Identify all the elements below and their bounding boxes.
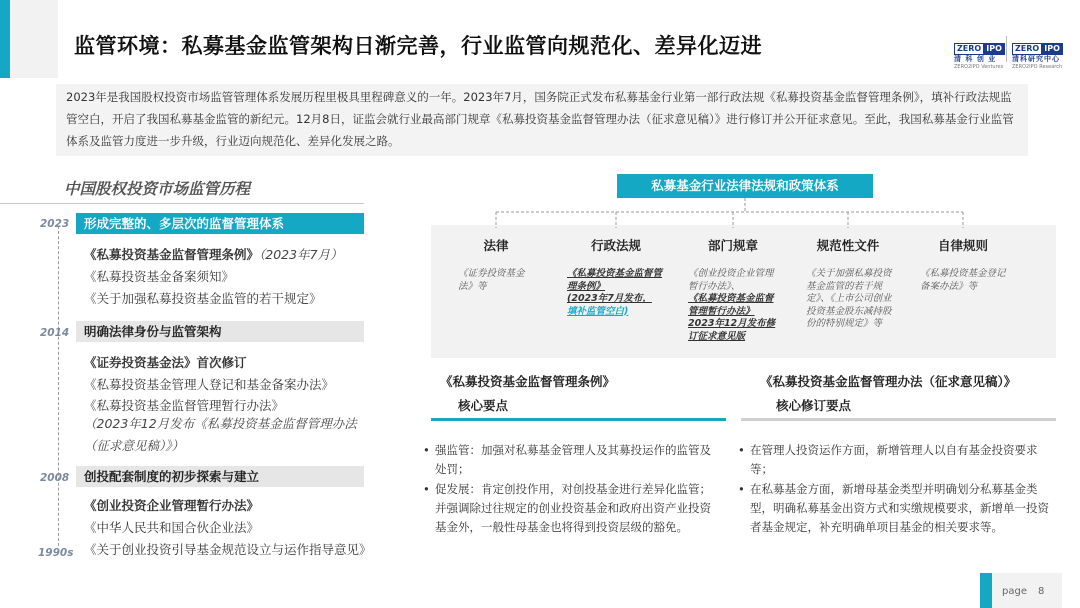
core-left-title: 《私募投资基金监督管理条例》	[440, 374, 616, 389]
stage-2008: 创投配套制度的初步探索与建立	[76, 466, 364, 487]
core-right-subtitle: 核心修订要点	[776, 398, 852, 413]
core-left-divider	[431, 418, 726, 421]
history-title: 中国股权投资市场监管历程	[64, 180, 251, 198]
bullet-item: • 在管理人投资运作方面，新增管理人以自有基金投资要求等；	[738, 443, 1038, 476]
core-right-divider	[741, 418, 1056, 421]
intro-text: 2023年是我国股权投资市场监管管理体系发展历程里极具里程碑意义的一年。2023年7月，国务院正式发布私募基金行业第一部行政法规《私募投资基金监督管理条例》，填补行政法规监管空白，开启了我国私募基金监管的新纪元。12月8日，证监会就行业最高部门规章《私募投资基金监督管理办法（征求意见稿）》进行修订并公开征求意见。至此，我国私募基金行业监管体系及监管力度进一步升级，行业迈向规范化、差异化发展之路。	[66, 90, 1014, 148]
list-item: 《私募投资基金监督管理条例》（2023年7月）	[84, 247, 343, 262]
zero2ipo-research-logo: ZERO IPO 清科研究中心 ZERO2IPO Research	[1012, 44, 1063, 70]
core-right-title: 《私募投资基金监督管理办法（征求意见稿）》	[760, 374, 1017, 389]
category-desc: 《私募投资基金监督管理条例》 (2023年7月发布， 填补监管空白)	[567, 268, 663, 317]
stage-2023: 形成完整的、多层次的监督管理体系	[76, 213, 364, 234]
bullet-item: • 强监管：加强对私募基金管理人及其募投运作的监管及处罚；	[423, 443, 711, 476]
category-desc: 《私募投资基金登记备案办法》等	[920, 268, 1006, 292]
list-item: 《证券投资基金法》首次修订	[84, 355, 247, 370]
timeline-year: 2014	[40, 327, 70, 339]
list-item: 《创业投资企业管理暂行办法》	[84, 498, 260, 513]
bullet-item: • 促发展：肯定创投作用，对创投基金进行差异化监管；并强调除过往规定的创业投资基金和政府出资产业投资基金外，一般性母基金也将得到投资层级的豁免。	[423, 482, 711, 534]
category-desc: 《创业投资企业管理暂行办法》、 《私募投资基金监督管理暂行办法》 2023年12月发布修订征求意见版	[688, 268, 776, 342]
list-item: 《中华人民共和国合伙企业法》	[84, 520, 260, 535]
timeline-year: 1990s	[38, 547, 74, 559]
list-item: 《私募投资基金备案须知》	[84, 269, 235, 284]
timeline-year: 2023	[40, 218, 70, 230]
page-accent-bar	[980, 573, 992, 608]
list-item: 《关于加强私募投资基金监管的若干规定》	[84, 291, 322, 306]
timeline-year: 2008	[40, 472, 70, 484]
list-item: 《私募投资基金监督管理暂行办法》	[84, 398, 285, 413]
category-desc: 《证券投资基金法》等	[458, 268, 525, 292]
bullet-item: • 在私募基金方面，新增母基金类型并明确划分私募基金类型，明确私募基金出资方式和实缴规模要求，新增单一投资者基金规定，补充明确单项目基金的相关要求等。	[738, 482, 1049, 534]
page-title: 监管环境：私募基金监管架构日渐完善，行业监管向规范化、差异化迈进	[74, 34, 762, 58]
category-normative-docs: 规范性文件	[816, 238, 880, 253]
list-item: 《私募投资基金管理人登记和基金备案办法》	[84, 377, 335, 392]
zero2ipo-ventures-logo: ZERO IPO 清 科 创 业 ZERO2IPO Ventures	[954, 44, 1004, 70]
core-left-subtitle: 核心要点	[458, 398, 509, 413]
list-item: 《关于创业投资引导基金规范设立与运作指导意见》	[84, 542, 372, 557]
page-number: 8	[1038, 586, 1045, 597]
category-law: 法律	[483, 238, 509, 253]
category-desc: 《关于加强私募投资基金监管的若干规定》、《上市公司创业投资基金股东减持股份的特别规定》等	[806, 268, 892, 329]
category-self-regulation: 自律规则	[937, 238, 988, 253]
stage-2014: 明确法律身份与监管架构	[76, 321, 364, 342]
page-label: page	[1002, 586, 1027, 597]
category-department-rules: 部门规章	[707, 238, 758, 253]
framework-title: 私募基金行业法律法规和政策体系	[617, 174, 873, 198]
list-item: （2023年12月发布《私募投资基金监督管理办法（征求意见稿）》）	[84, 416, 357, 453]
category-admin-regulation: 行政法规	[590, 238, 641, 253]
